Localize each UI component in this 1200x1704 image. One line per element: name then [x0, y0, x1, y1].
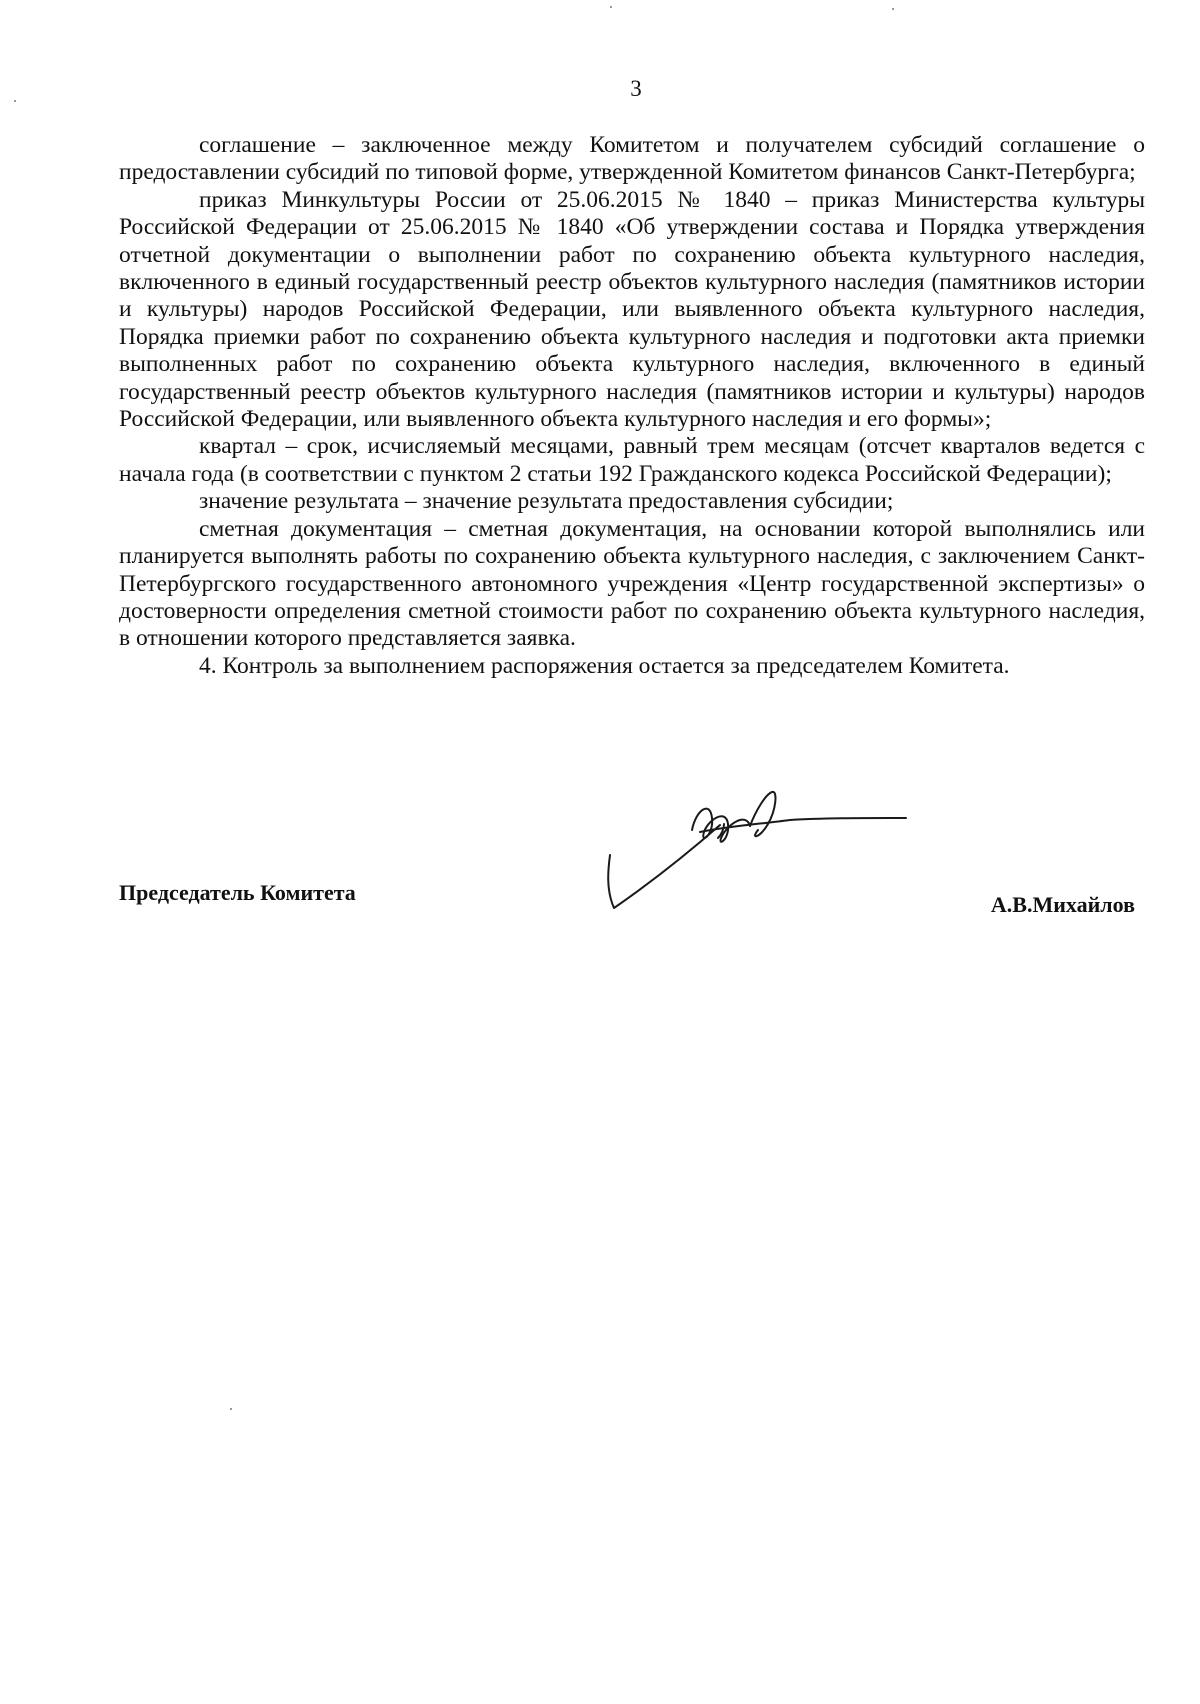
- paragraph-agreement-definition: соглашение – заключенное между Комитетом и получателем субсидий соглашение о предоставлении субсидий по типовой форме, утвержденной Комитетом финансов Санкт-Петербурга;: [119, 132, 1145, 186]
- paragraph-result-definition: значение результата – значение результата предоставления субсидии;: [199, 488, 894, 515]
- paragraph-estimate-definition: сметная документация – сметная документация, на основании которой выполнялись или планируется выполнять работы по сохранению объекта культурного наследия, с заключением Санкт-Петербургского государственного автономного учреждения «Центр государственной экспертизы» о достоверности определения сметной стоимости работ по сохранению объекта культурного наследия, в отношении которого представляется заявка.: [119, 515, 1145, 652]
- scan-speck: [892, 8, 894, 10]
- scan-speck: [230, 1408, 232, 1410]
- paragraph-order-definition: приказ Минкультуры России от 25.06.2015 № 1840 – приказ Министерства культуры Российской Федерации от 25.06.2015 № 1840 «Об утверждении состава и Порядка утверждения отчетной документации о выполнении работ по сохранению объекта культурного наследия, включенного в единый государственный реестр объектов культурного наследия (памятников истории и культуры) народов Российской Федерации, или выявленного объекта культурного наследия, Порядка приемки работ по сохранению объекта культурного наследия и подготовки акта приемки выполненных работ по сохранению объекта культурного наследия, включенного в единый государственный реестр объектов культурного наследия (памятников истории и культуры) народов Российской Федерации, или выявленного объекта культурного наследия и его формы»;: [119, 186, 1145, 433]
- paragraph-control-clause: 4. Контроль за выполнением распоряжения остается за председателем Комитета.: [199, 652, 1010, 679]
- document-body: [119, 132, 1145, 680]
- signer-title: Председатель Комитета: [119, 880, 356, 905]
- signer-name: А.В.Михайлов: [990, 892, 1135, 917]
- scan-speck: [14, 100, 16, 102]
- paragraph-quarter-definition: квартал – срок, исчисляемый месяцами, равный трем месяцам (отсчет кварталов ведется с начала года (в соответствии с пунктом 2 статьи 192 Гражданского кодекса Российской Федерации);: [119, 433, 1145, 487]
- handwritten-signature: [600, 790, 940, 950]
- signature-block: [119, 880, 1145, 920]
- scan-speck: [610, 6, 612, 8]
- page-number: 3: [630, 76, 642, 101]
